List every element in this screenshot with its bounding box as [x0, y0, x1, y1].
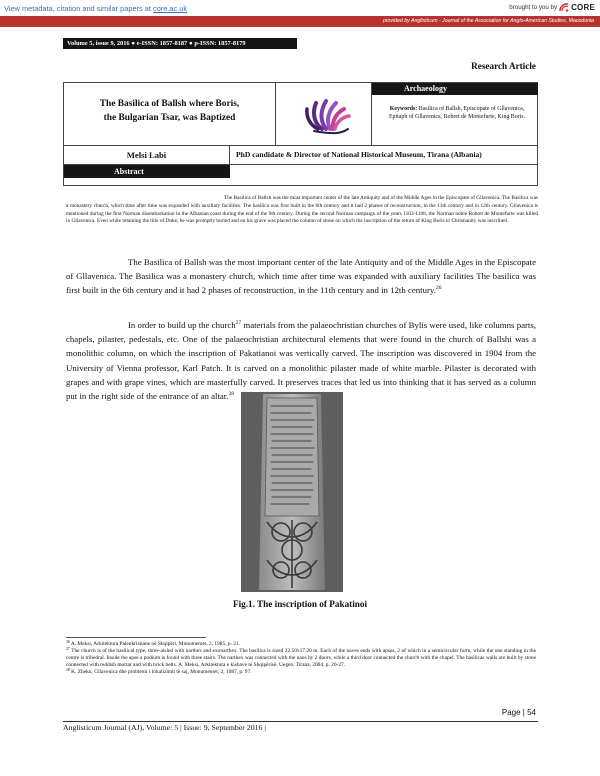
provided-by-bar [0, 16, 600, 27]
footnote-28 [66, 669, 536, 676]
inscription-photo-image [241, 392, 343, 592]
provided-by-text[interactable]: provided by Anglisticum - Journal of the Association for Anglo-American Studies, Macedonia [382, 17, 594, 24]
article-title-line-2: the Bulgarian Tsar, was Baptized [103, 113, 236, 123]
article-header-table [63, 82, 538, 186]
journal-logo-icon [276, 83, 372, 145]
title-cell [64, 83, 276, 145]
volume-issn-text: Volume 5, issue 9, 2016 ● e-ISSN: 1857-8187 ● p-ISSN: 1857-8179 [67, 39, 246, 47]
journal-footer: Anglisticum Journal (AJ), Volume: 5 | Issue: 9, September 2016 | [63, 723, 266, 732]
abstract-heading [64, 165, 230, 178]
affiliation-cell [230, 146, 538, 165]
paragraph-1-text: The Basilica of Ballsh was the most important center of the late Antiquity and of the Middle Ages in the Episcopate of Gllavenica. The Basilica was a monastery church, which time after time was expanded with auxiliary facilities The basilica was first built in the 6th century and it had 2 phases of reconstruction, in the 11th century and in 12th century. [66, 257, 536, 296]
core-brought-by[interactable] [509, 3, 595, 12]
footnote-ref-27[interactable]: 27 [235, 320, 242, 326]
abstract-heading-label: Abstract [114, 166, 144, 176]
footnote-text: K. Zheku, Gllavenica dhe problemi i lokalizimit të saj, Monumentet, 2, 1987, p. 97. [69, 669, 252, 676]
figure-caption: Fig.1. The inscription of Pakatinoi [232, 599, 368, 609]
field-heading [372, 83, 538, 95]
field-keywords-cell [372, 83, 538, 145]
volume-bar [63, 38, 297, 49]
paragraph-2-text-a: In order to build up the church [128, 320, 236, 330]
article-title-line-1: The Basilica of Ballsh where Boris, [99, 99, 240, 109]
author-row [64, 145, 538, 165]
core-link-domain: core.ac.uk [153, 4, 188, 13]
footnote-text: A. Meksi, Arkitektura Paleokristiane në Shqipëri, Monumentet, 2, 1985, p. 21. [69, 641, 241, 647]
footnote-number: 27 [66, 647, 70, 652]
footnote-separator [66, 637, 206, 638]
keywords-text: Basilica of Ballsh, Episcopate of Gllavenica, Epitaph of Gllavenica, Robret de Montefurte, King Boris. [388, 106, 526, 120]
keywords-label: Keywords: [389, 106, 418, 112]
footnote-text: The church is of the basilical type, three-aisled with narthex and exonarthex. The basilica is sized 22.50x17.20 m. Each of the naves ends with apses, 2 of which in a semicircular form, while the one standing in the centre is trihedral. Inside the apse a podium is found with three stairs. The narthex was connected with the naos by 2 doors, while a third door connected the church with the chapel. The basilicas walls are built by stone connected with reddish mortar and with brick belts. A. Meksi, Arkitektura e kishave të Shqipërisë, Uegen, Tirana, 2004, p. 26-27. [66, 648, 536, 669]
author-name: Melsi Labi [126, 150, 167, 160]
keywords [380, 106, 534, 121]
footnote-ref-26[interactable]: 26 [435, 285, 442, 292]
field-label: Archaeology [404, 84, 447, 93]
abstract-text: The Basilica of Ballsh was the most important center of the late Antiquity and of the Middle Ages in the Episcopate of Gllavenica. The Basilica was a monastery church, which time after time was expanded with auxiliary facilities. The basilica was first built in the 6th century and it had 2 phases of reconstruction, in the 11th century and in 12th century. Gllavenica is mentioned during the first Norman disembarkation in the Albanian coast during the end of the 9th century. During the second Norman campaign of the years 1103-1108, the Norman noble Robret de Montefurte was killed in Gllavenica. Even while retaining the title of Duke, he was promptly buried and on his grave was placed the column of stone on which the inscription of the return of King Boris to Christianity was inscribed. [66, 195, 538, 225]
core-logo-icon [559, 3, 569, 12]
core-logo-text: CORE [571, 3, 595, 12]
journal-logo-cell [276, 83, 372, 145]
footnotes [66, 641, 536, 676]
footnote-27 [66, 648, 536, 669]
core-brought-label: brought to you by [509, 4, 558, 11]
page-number: Page | 54 [501, 708, 536, 717]
footer-rule [63, 721, 538, 722]
article-title [70, 97, 269, 125]
author-affiliation: PhD candidate & Director of National Historical Museum, Tirana (Albania) [236, 150, 482, 159]
paragraph-2-text-b: materials from the palaeochristian churches of Bylis were used, like columns parts, chapels, pilaster, pedestals, etc. One of the palaeochristian architectural elements that were found in the church of Ballshi was a monolithic column, on which the inscription of Pakatianoi was vertically carved. The inscription was discovered in 1904 from the University of Vienna professor, Karl Patch. It is carved on a monolithic pilaster made of white marble. Pilaster is decorated with grapes and with grape vines, which are masterfully carved. It preserves traces that led us into thinking that it has served as a column put in the right side of the entrance of an altar. [66, 320, 536, 402]
core-metadata-link[interactable] [4, 4, 187, 13]
footnote-number: 28 [66, 668, 70, 673]
author-cell [64, 146, 230, 165]
core-link-prefix: View metadata, citation and similar papers at [4, 4, 153, 13]
body-paragraph-2 [66, 318, 536, 403]
article-type-label: Research Article [471, 61, 536, 71]
body-paragraph-1 [66, 255, 536, 298]
footnote-number: 26 [66, 640, 70, 644]
figure-inscription-photo [241, 392, 343, 592]
footnote-ref-28[interactable]: 28 [228, 391, 234, 398]
